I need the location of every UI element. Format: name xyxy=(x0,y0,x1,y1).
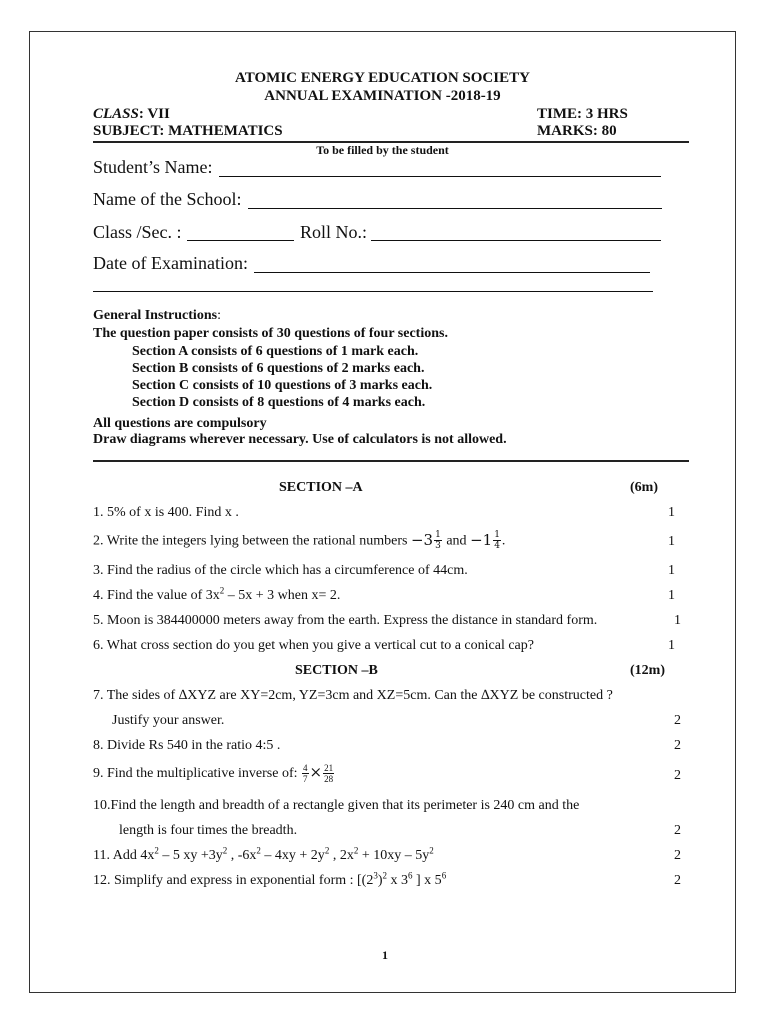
question-10: 10.Find the length and breadth of a rectangle given that its perimeter is 240 cm and the xyxy=(93,798,580,813)
question-2-and: and xyxy=(446,533,467,549)
q12-exp-3: 6 xyxy=(408,870,413,881)
exam-date-field[interactable] xyxy=(254,272,650,273)
q11-part-f: + 10xy – 5y xyxy=(358,848,430,863)
class-sec-field[interactable] xyxy=(187,240,294,241)
time-info: TIME: 3 HRS xyxy=(537,106,628,122)
marks-q10: 2 xyxy=(674,823,681,838)
q2-frac2 xyxy=(493,530,501,551)
instructions-title xyxy=(93,308,221,324)
instr-section-b: Section B consists of 6 questions of 2 marks each. xyxy=(132,361,425,376)
exam-date-label: Date of Examination: xyxy=(93,253,248,273)
question-5: 5. Moon is 384400000 meters away from the earth. Express the distance in standard form. xyxy=(93,613,598,628)
page-number: 1 xyxy=(382,948,388,962)
question-2-text: 2. Write the integers lying between the rational numbers xyxy=(93,533,408,549)
question-3: 3. Find the radius of the circle which has a circumference of 44cm. xyxy=(93,563,468,578)
q11-part-d: – 4xy + 2y xyxy=(260,848,325,863)
q11-exp-2: 2 xyxy=(222,845,228,856)
marks-q12: 2 xyxy=(674,873,681,888)
q9-frac2 xyxy=(323,763,334,784)
org-title: ATOMIC ENERGY EDUCATION SOCIETY xyxy=(235,70,530,86)
q4-exponent: 2 xyxy=(219,585,225,596)
q12-part-b: ) xyxy=(377,873,383,888)
q9-frac2-den: 28 xyxy=(324,774,334,785)
marks-info: MARKS: 80 xyxy=(537,123,617,139)
section-b-title: SECTION –B xyxy=(295,663,378,678)
q2-frac2-num: 1 xyxy=(494,530,500,540)
class-value: : VII xyxy=(138,106,170,122)
q12-exp-2: 2 xyxy=(382,870,388,881)
q9-frac1-den: 7 xyxy=(303,774,308,785)
q11-part-e: , 2x xyxy=(329,848,354,863)
instr-section-d: Section D consists of 8 questions of 4 marks each. xyxy=(132,395,426,410)
section-a-title: SECTION –A xyxy=(279,480,363,495)
question-4 xyxy=(93,585,341,604)
q2-frac1 xyxy=(434,530,442,551)
marks-q1: 1 xyxy=(668,505,675,520)
q12-part-c: x 3 xyxy=(387,873,409,888)
marks-q3: 1 xyxy=(668,563,675,578)
student-name-label: Student’s Name: xyxy=(93,157,213,177)
q2-frac1-whole: −3 xyxy=(410,530,434,549)
marks-q9: 2 xyxy=(674,768,681,783)
question-7-cont: Justify your answer. xyxy=(112,713,225,728)
instr-compulsory: All questions are compulsory xyxy=(93,416,267,431)
q12-part-a: 12. Simplify and express in exponential form : [(2 xyxy=(93,873,374,888)
q2-frac1-den: 3 xyxy=(435,541,441,551)
question-9-text: 9. Find the multiplicative inverse of: xyxy=(93,766,298,781)
q9-frac1 xyxy=(302,763,309,784)
subject-info: SUBJECT: MATHEMATICS xyxy=(93,123,283,139)
marks-q6: 1 xyxy=(668,638,675,653)
marks-q5: 1 xyxy=(674,613,681,628)
q2-rational-1 xyxy=(411,531,443,549)
q11-exp-3: 2 xyxy=(256,845,261,856)
q9-times: × xyxy=(309,763,323,781)
question-12 xyxy=(93,870,447,889)
student-name-field[interactable] xyxy=(219,176,661,177)
question-10-cont: length is four times the breadth. xyxy=(119,823,298,838)
q12-part-d: ] x 5 xyxy=(412,873,442,888)
question-4-post: – 5x + 3 when x= 2. xyxy=(224,588,341,603)
q2-frac2-den: 4 xyxy=(494,541,500,551)
instructions-title-colon: : xyxy=(217,308,221,323)
question-9 xyxy=(93,763,335,784)
q2-frac1-num: 1 xyxy=(435,530,441,540)
class-line xyxy=(93,106,170,123)
q9-frac2-num: 21 xyxy=(324,763,334,774)
question-2 xyxy=(93,530,505,551)
question-11 xyxy=(93,845,434,864)
question-7: 7. The sides of ∆XYZ are XY=2cm, YZ=3cm and XZ=5cm. Can the ∆XYZ be constructed ? xyxy=(93,688,613,703)
question-6: 6. What cross section do you get when you give a vertical cut to a conical cap? xyxy=(93,638,534,653)
question-4-pre: 4. Find the value of 3x xyxy=(93,588,220,603)
q9-frac1-num: 4 xyxy=(303,763,308,774)
instructions-rule xyxy=(93,460,689,462)
instr-section-a: Section A consists of 6 questions of 1 mark each. xyxy=(132,344,419,359)
roll-no-label: Roll No.: xyxy=(300,222,368,242)
fill-note: To be filled by the student xyxy=(316,143,449,157)
q12-exp-1: 3 xyxy=(373,870,378,881)
instr-diagrams: Draw diagrams wherever necessary. Use of calculators is not allowed. xyxy=(93,432,507,447)
question-8: 8. Divide Rs 540 in the ratio 4:5 . xyxy=(93,738,281,753)
instructions-title-text: General Instructions xyxy=(93,308,218,323)
q11-exp-4: 2 xyxy=(324,845,330,856)
instr-section-c: Section C consists of 10 questions of 3 marks each. xyxy=(132,378,433,393)
q11-part-a: 11. Add 4x xyxy=(93,848,155,863)
marks-q11: 2 xyxy=(674,848,681,863)
q11-exp-5: 2 xyxy=(353,845,359,856)
q11-exp-6: 2 xyxy=(429,845,434,856)
school-name-label: Name of the School: xyxy=(93,189,242,209)
marks-q4: 1 xyxy=(668,588,675,603)
question-1: 1. 5% of x is 400. Find x . xyxy=(93,505,239,520)
marks-q2: 1 xyxy=(668,534,675,549)
class-label: CLASS xyxy=(93,106,139,122)
q2-rational-2 xyxy=(470,531,502,549)
marks-q8: 2 xyxy=(674,738,681,753)
class-sec-label: Class /Sec. : xyxy=(93,222,182,242)
marks-q7: 2 xyxy=(674,713,681,728)
q12-exp-4: 6 xyxy=(441,870,447,881)
question-2-end: . xyxy=(501,533,506,549)
q2-frac2-whole: −1 xyxy=(470,530,493,549)
roll-no-field[interactable] xyxy=(371,240,661,241)
section-a-marks: (6m) xyxy=(630,480,658,495)
q11-exp-1: 2 xyxy=(154,845,159,856)
extra-field-line[interactable] xyxy=(93,291,653,292)
instr-line1: The question paper consists of 30 questions of four sections. xyxy=(93,326,448,341)
exam-page xyxy=(29,31,736,993)
q11-part-c: , -6x xyxy=(227,848,257,863)
exam-title: ANNUAL EXAMINATION -2018-19 xyxy=(264,88,501,104)
school-name-field[interactable] xyxy=(248,208,662,209)
section-b-marks: (12m) xyxy=(630,663,665,678)
q11-part-b: – 5 xy +3y xyxy=(158,848,223,863)
